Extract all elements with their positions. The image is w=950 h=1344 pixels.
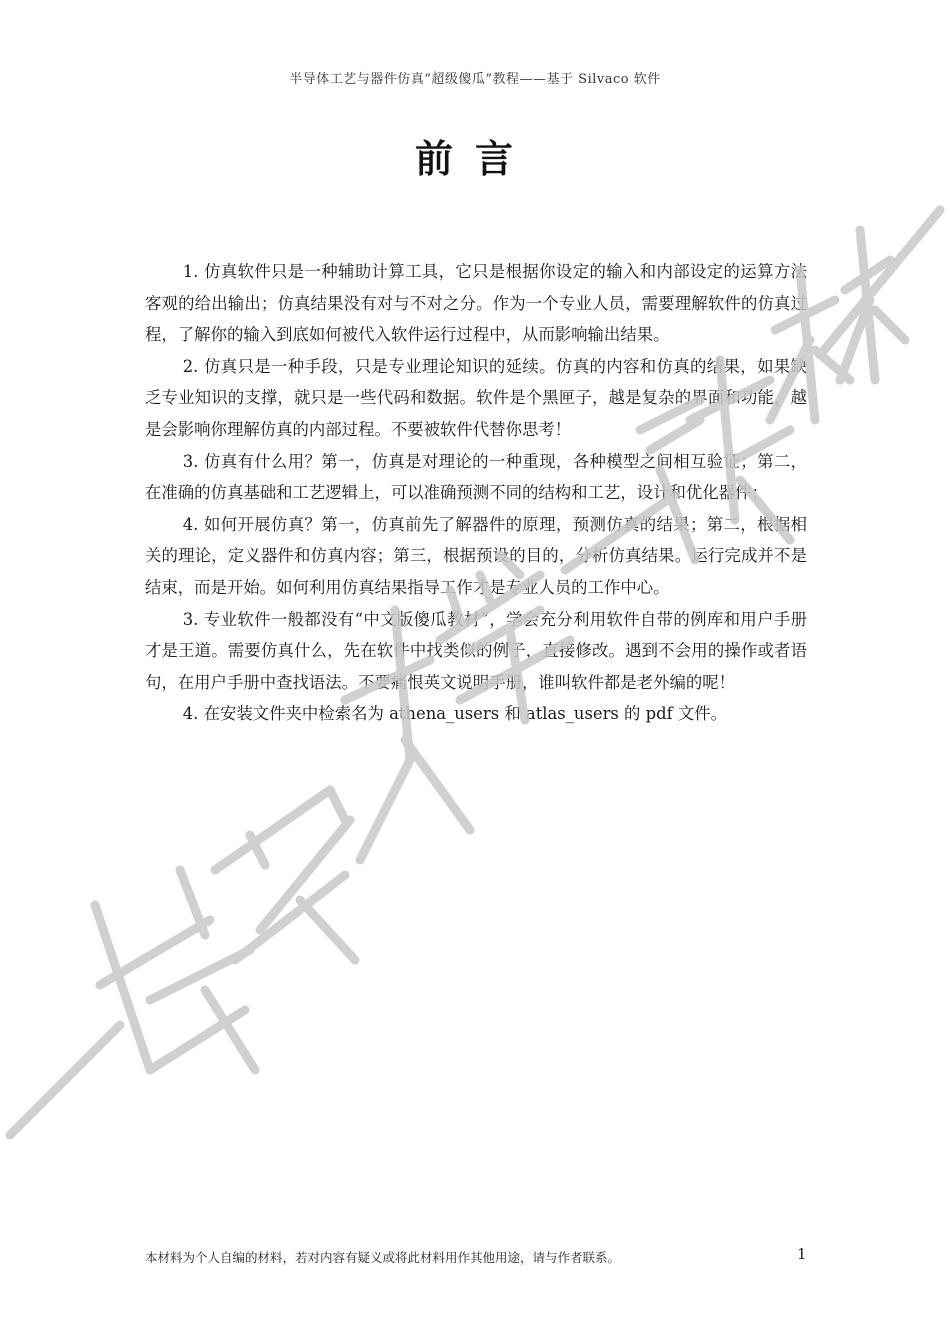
page-title: 前言 (414, 137, 535, 181)
paragraph: 4. 如何开展仿真？第一，仿真前先了解器件的原理，预测仿真的结果；第二，根据相关的理论，定义器件和仿真内容；第三，根据预设的目的，分析仿真结果。运行完成并不是结束，而是开始。如何利用仿真结果指导工作才是专业人员的工作中心。 (145, 514, 807, 597)
body-text (145, 256, 807, 730)
page-number: 1 (797, 1245, 807, 1263)
paragraph: 1. 仿真软件只是一种辅助计算工具，它只是根据你设定的输入和内部设定的运算方法客观的给出输出；仿真结果没有对与不对之分。作为一个专业人员，需要理解软件的仿真过程，了解你的输入到底如何被代入软件运行过程中，从而影响输出结果。 (145, 262, 807, 345)
footer-disclaimer: 本材料为个人自编的材料，若对内容有疑义或将此材料用作其他用途，请与作者联系。 (145, 1250, 621, 1265)
paragraph: 2. 仿真只是一种手段，只是专业理论知识的延续。仿真的内容和仿真的结果，如果缺乏专业知识的支撑，就只是一些代码和数据。软件是个黑匣子，越是复杂的界面和功能，越是会影响你理解仿真的内部过程。不要被软件代替你思考！ (145, 356, 807, 439)
paragraph: 3. 仿真有什么用？第一，仿真是对理论的一种重现，各种模型之间相互验证；第二，在准确的仿真基础和工艺逻辑上，可以准确预测不同的结构和工艺，设计和优化器件； (145, 451, 807, 503)
paragraph: 4. 在安装文件夹中检索名为 athena_users 和 atlas_users 的 pdf 文件。 (182, 704, 728, 724)
running-header: 半导体工艺与器件仿真“超级傻瓜”教程——基于 Silvaco 软件 (289, 72, 661, 87)
paragraph: 3. 专业软件一般都没有“中文版傻瓜教材”，学会充分利用软件自带的例库和用户手册才是王道。需要仿真什么，先在软件中找类似的例子，直接修改。遇到不会用的操作或者语句，在用户手册中查找语法。不要痛恨英文说明手册，谁叫软件都是老外编的呢！ (145, 609, 807, 692)
